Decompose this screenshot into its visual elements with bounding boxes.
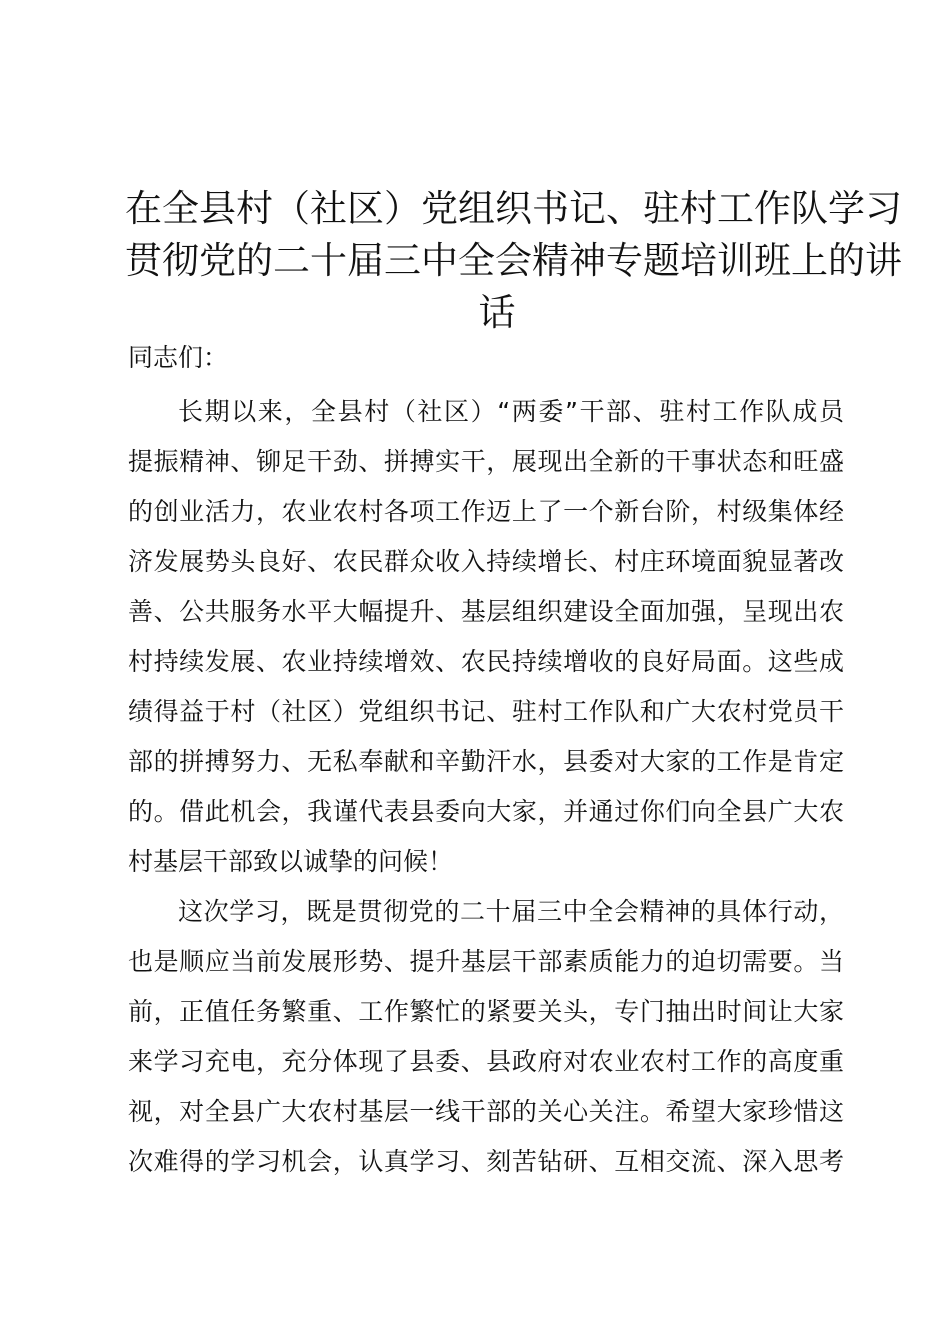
paragraph-line: 村持续发展、农业持续增效、农民持续增收的良好局面。这些成 <box>128 647 844 676</box>
paragraph-line: 部的拼搏努力、无私奉献和辛勤汗水，县委对大家的工作是肯定 <box>128 747 844 776</box>
paragraph-line: 视，对全县广大农村基层一线干部的关心关注。希望大家珍惜这 <box>128 1097 844 1126</box>
paragraph-1 <box>128 387 844 887</box>
title-line-1: 在全县村（社区）党组织书记、驻村工作队学习 <box>125 187 902 230</box>
document-body <box>128 337 844 1187</box>
paragraph-line: 村基层干部致以诚挚的问候！ <box>128 847 454 876</box>
paragraph-line: 这次学习，既是贯彻党的二十届三中全会精神的具体行动， <box>178 897 844 926</box>
title-line-2: 贯彻党的二十届三中全会精神专题培训班上的讲 <box>125 239 902 282</box>
document-title <box>125 183 902 339</box>
paragraph-line: 来学习充电，充分体现了县委、县政府对农业农村工作的高度重 <box>128 1047 844 1076</box>
paragraph-line: 前，正值任务繁重、工作繁忙的紧要关头，专门抽出时间让大家 <box>128 997 844 1026</box>
paragraph-line: 次难得的学习机会，认真学习、刻苦钻研、互相交流、深入思考 <box>128 1147 844 1176</box>
paragraph-line: 济发展势头良好、农民群众收入持续增长、村庄环境面貌显著改 <box>128 547 844 576</box>
title-line-3: 话 <box>478 291 516 334</box>
paragraph-line: 绩得益于村（社区）党组织书记、驻村工作队和广大农村党员干 <box>128 697 844 726</box>
paragraph-2 <box>128 887 844 1187</box>
paragraph-line: 的创业活力，农业农村各项工作迈上了一个新台阶，村级集体经 <box>128 497 844 526</box>
paragraph-line: 也是顺应当前发展形势、提升基层干部素质能力的迫切需要。当 <box>128 947 844 976</box>
salutation: 同志们： <box>128 343 229 372</box>
paragraph-line: 长期以来，全县村（社区）“两委”干部、驻村工作队成员 <box>178 397 844 426</box>
paragraph-line: 善、公共服务水平大幅提升、基层组织建设全面加强，呈现出农 <box>128 597 844 626</box>
paragraph-line: 提振精神、铆足干劲、拼搏实干，展现出全新的干事状态和旺盛 <box>128 447 844 476</box>
paragraph-line: 的。借此机会，我谨代表县委向大家，并通过你们向全县广大农 <box>128 797 844 826</box>
